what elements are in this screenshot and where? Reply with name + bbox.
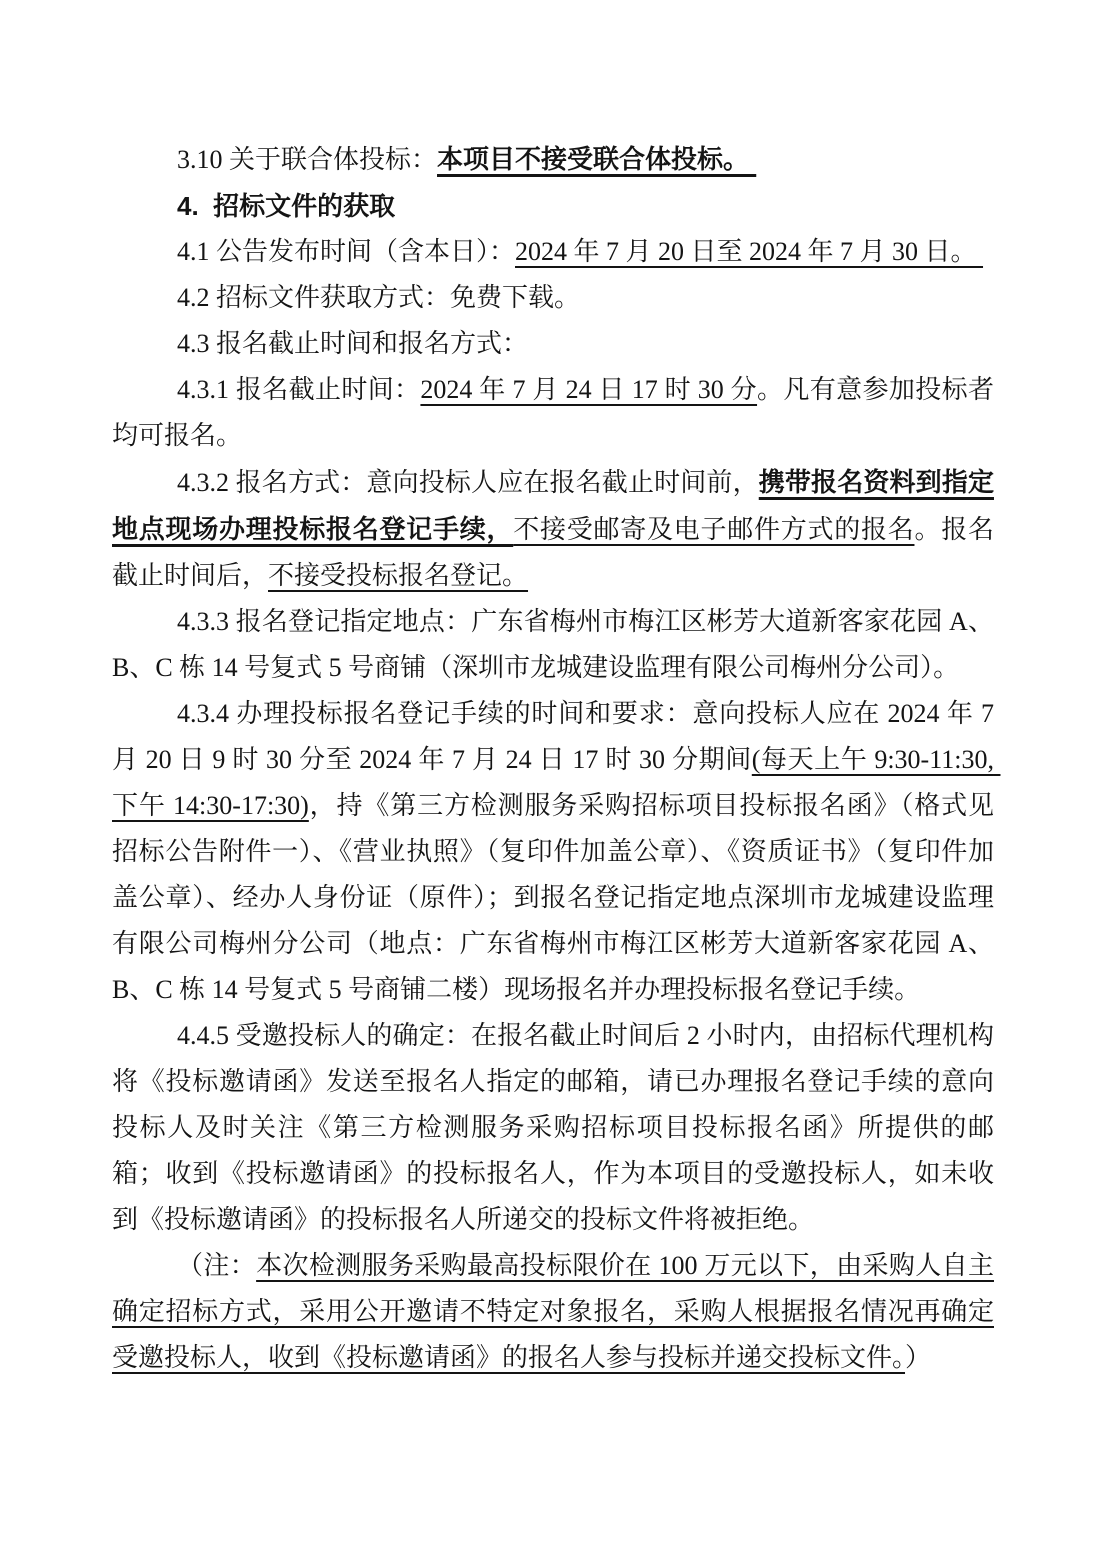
clause-4-3 [112, 321, 994, 367]
clause-4-3-1-text-run: 。凡有意参加投标者均可报名。 [112, 375, 994, 450]
clause-4-3-4-text-run: ，持《第三方检测服务采购招标项目投标报名函》（格式见招标公告附件一）、《营业执照》（复印件加盖公章）、《资质证书》（复印件加盖公章）、经办人身份证（原件）；到报名登记指定地点深圳市龙城建设监理有限公司梅州分公司（地点：广东省梅州市梅江区彬芳大道新客家花园 A、B、C 栋 14 号复式 5 号商铺二楼）现场报名并办理投标报名登记手续。 [112, 791, 994, 1004]
heading-4 [112, 183, 994, 229]
clause-4-3-1-text-run: 2024 年 7 月 24 日 17 时 30 分 [420, 375, 758, 404]
clause-4-3-2-text-run: 不接受邮寄及电子邮件方式的报名 [513, 515, 915, 544]
clause-4-3-4 [112, 691, 1001, 1013]
note-paragraph [112, 1243, 994, 1381]
clause-4-3-3-text-run: 4.3.3 报名登记指定地点：广东省梅州市梅江区彬芳大道新客家花园 A、B、C 栋 14 号复式 5 号商铺（深圳市龙城建设监理有限公司梅州分公司）。 [112, 607, 994, 682]
note-paragraph-text-run: ） [905, 1343, 932, 1372]
clause-3-10-text-run: 本项目不接受联合体投标。 [437, 144, 757, 174]
clause-4-3-text-run: 4.3 报名截止时间和报名方式： [177, 329, 529, 358]
document-body [112, 136, 1001, 1381]
clause-4-3-4-text-run: (每天上午 9:30-11:30, 下午 14:30-17:30) [112, 745, 1001, 820]
clause-4-1-text-run: 2024 年 7 月 20 日至 2024 年 7 月 30 日。 [515, 237, 984, 266]
clause-4-1 [112, 229, 994, 275]
clause-4-4-5 [112, 1013, 994, 1243]
note-paragraph-text-run: （注： [177, 1251, 257, 1280]
clause-4-3-2-text-run: 。报名截止时间后， [112, 515, 994, 590]
clause-4-3-4-text-run: 4.3.4 办理投标报名登记手续的时间和要求：意向投标人应在 2024 年 7 月 20 日 9 时 30 分至 2024 年 7 月 24 日 17 时 30 分期间 [112, 699, 1001, 774]
clause-4-3-2 [112, 459, 994, 599]
clause-4-1-text-run: 4.1 公告发布时间（含本日）： [177, 237, 516, 266]
clause-4-3-1-text-run: 4.3.1 报名截止时间： [177, 375, 421, 404]
clause-3-10 [112, 136, 994, 183]
clause-4-3-2-text-run: 携带报名资料到指定地点现场办理投标报名登记手续， [112, 467, 994, 544]
heading-4-text-run: 4. 招标文件的获取 [177, 191, 396, 221]
clause-4-3-1 [112, 367, 994, 459]
clause-4-2 [112, 275, 994, 321]
clause-4-2-text-run: 4.2 招标文件获取方式：免费下载。 [177, 283, 581, 312]
note-paragraph-text-run: 本次检测服务采购最高投标限价在 100 万元以下，由采购人自主确定招标方式，采用公开邀请不特定对象报名，采购人根据报名情况再确定受邀投标人，收到《投标邀请函》的报名人参与投标并递交投标文件。 [112, 1251, 994, 1372]
clause-4-3-2-text-run: 不接受投标报名登记。 [268, 561, 529, 590]
clause-4-3-2-text-run: 4.3.2 报名方式：意向投标人应在报名截止时间前， [177, 468, 759, 497]
clause-4-4-5-text-run: 4.4.5 受邀投标人的确定：在报名截止时间后 2 小时内，由招标代理机构将《投标邀请函》发送至报名人指定的邮箱，请已办理报名登记手续的意向投标人及时关注《第三方检测服务采购招标项目投标报名函》所提供的邮箱；收到《投标邀请函》的投标报名人，作为本项目的受邀投标人，如未收到《投标邀请函》的投标报名人所递交的投标文件将被拒绝。 [112, 1021, 994, 1234]
clause-4-3-3 [112, 599, 994, 691]
clause-3-10-text-run: 3.10 关于联合体投标： [177, 145, 438, 174]
